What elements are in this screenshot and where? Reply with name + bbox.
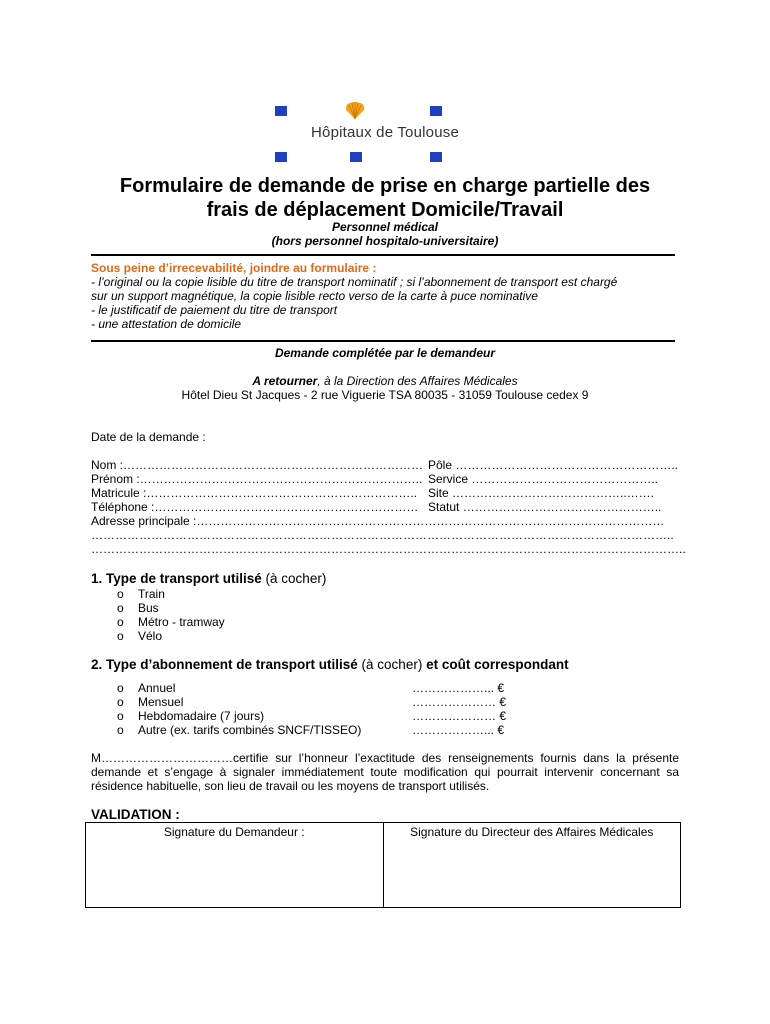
warning-line: - l’original ou la copie lisible du titre de transport nominatif ; si l’abonnement de transport est chargé <box>91 275 618 289</box>
form-title-line1: Formulaire de demande de prise en charge partielle des <box>119 175 651 197</box>
field-adresse-line2[interactable]: ……………………………………………………………………………………………………………………………….. <box>91 528 674 542</box>
price-annuel[interactable]: ………………... € <box>412 681 505 695</box>
field-statut[interactable]: Statut ………………………………………….. <box>428 500 662 514</box>
field-nom[interactable]: Nom :………………………………………………………………… <box>91 458 424 472</box>
date-label: Date de la demande : <box>91 430 206 444</box>
logo-square-icon <box>275 152 287 162</box>
price-hebdomadaire[interactable]: ………………… € <box>412 709 507 723</box>
option-train[interactable] <box>117 587 165 601</box>
checkbox-bullet-icon: o <box>117 629 124 643</box>
subtitle-personnel: Personnel médical <box>331 220 439 234</box>
checkbox-bullet-icon: o <box>117 601 124 615</box>
warning-line: sur un support magnétique, la copie lisible recto verso de la carte à puce nominative <box>91 289 538 303</box>
field-pole[interactable]: Pôle ……………………………………………….. <box>428 458 679 472</box>
option-hebdomadaire[interactable] <box>117 709 264 723</box>
price-autre[interactable]: ………………... € <box>412 723 505 737</box>
return-line <box>80 374 690 388</box>
signature-demandeur-label: Signature du Demandeur : <box>163 825 305 839</box>
field-site[interactable]: Site ……………………………………..……. <box>428 486 655 500</box>
section1-heading <box>91 571 326 586</box>
option-mensuel[interactable] <box>117 695 183 709</box>
logo-square-icon <box>430 152 442 162</box>
checkbox-bullet-icon: o <box>117 723 124 737</box>
checkbox-bullet-icon: o <box>117 681 124 695</box>
validation-heading: VALIDATION : <box>91 807 180 822</box>
logo-square-icon <box>350 152 362 162</box>
signature-directeur-label: Signature du Directeur des Affaires Médicales <box>410 825 654 839</box>
divider <box>91 340 675 342</box>
option-velo[interactable] <box>117 629 162 643</box>
logo-name: Hôpitaux de Toulouse <box>311 124 459 141</box>
form-title-line2: frais de déplacement Domicile/Travail <box>206 199 564 221</box>
option-label: Autre (ex. tarifs combinés SNCF/TISSEO) <box>138 723 362 737</box>
section1-bold: 1. Type de transport utilisé <box>91 571 262 586</box>
return-bold: A retourner <box>252 374 318 388</box>
divider <box>91 254 675 256</box>
section2-heading <box>91 657 569 672</box>
option-label: Métro - tramway <box>138 615 225 629</box>
field-telephone[interactable]: Téléphone :………………………………………………………… <box>91 500 419 514</box>
completed-by-label: Demande complétée par le demandeur <box>274 346 496 360</box>
logo-square-icon <box>430 106 442 116</box>
section2-bold: 2. Type d’abonnement de transport utilisé <box>91 657 358 672</box>
field-adresse-line3[interactable]: ………………………………………………………………………………………………………………………………….. <box>91 542 686 556</box>
validation-table <box>85 822 681 908</box>
option-bus[interactable] <box>117 601 159 615</box>
option-label: Hebdomadaire (7 jours) <box>138 709 265 723</box>
checkbox-bullet-icon: o <box>117 709 124 723</box>
signature-directeur-cell[interactable] <box>383 823 681 908</box>
option-label: Bus <box>138 601 159 615</box>
section2-bold2: et coût correspondant <box>422 657 569 672</box>
field-matricule[interactable]: Matricule :………………………………………………………….. <box>91 486 418 500</box>
certification-text: M……………………………certifie sur l’honneur l’exactitude des renseignements fournis dans la présente demande et s’engage à signaler immédiatement toute modification qui pourrait intervenir concernant sa résidence habituelle, son lieu de travail ou les moyens de transport utilisés. <box>91 751 679 793</box>
checkbox-bullet-icon: o <box>117 695 124 709</box>
shell-icon <box>344 102 366 120</box>
field-prenom[interactable]: Prénom :…………………………………………………………….. <box>91 472 423 486</box>
option-annuel[interactable] <box>117 681 175 695</box>
option-label: Mensuel <box>138 695 184 709</box>
option-metro[interactable] <box>117 615 225 629</box>
section2-note: (à cocher) <box>357 657 423 672</box>
checkbox-bullet-icon: o <box>117 615 124 629</box>
return-address: Hôtel Dieu St Jacques - 2 rue Viguerie TSA 80035 - 31059 Toulouse cedex 9 <box>181 388 589 402</box>
option-autre[interactable] <box>117 723 361 737</box>
checkbox-bullet-icon: o <box>117 587 124 601</box>
subtitle-hors: (hors personnel hospitalo-universitaire) <box>271 234 499 248</box>
warning-line: - une attestation de domicile <box>91 317 242 331</box>
option-label: Vélo <box>138 629 163 643</box>
option-label: Annuel <box>138 681 176 695</box>
field-service[interactable]: Service ……………………………………….. <box>428 472 659 486</box>
price-mensuel[interactable]: ………………… € <box>412 695 507 709</box>
option-label: Train <box>138 587 165 601</box>
warning-heading: Sous peine d’irrecevabilité, joindre au formulaire : <box>91 261 377 275</box>
field-adresse[interactable]: Adresse principale :……………………………………………………………………………………………………… <box>91 514 665 528</box>
return-rest: , à la Direction des Affaires Médicales <box>317 374 518 388</box>
warning-line: - le justificatif de paiement du titre de transport <box>91 303 338 317</box>
logo-square-icon <box>275 106 287 116</box>
signature-demandeur-cell[interactable] <box>86 823 384 908</box>
section1-note: (à cocher) <box>261 571 327 586</box>
